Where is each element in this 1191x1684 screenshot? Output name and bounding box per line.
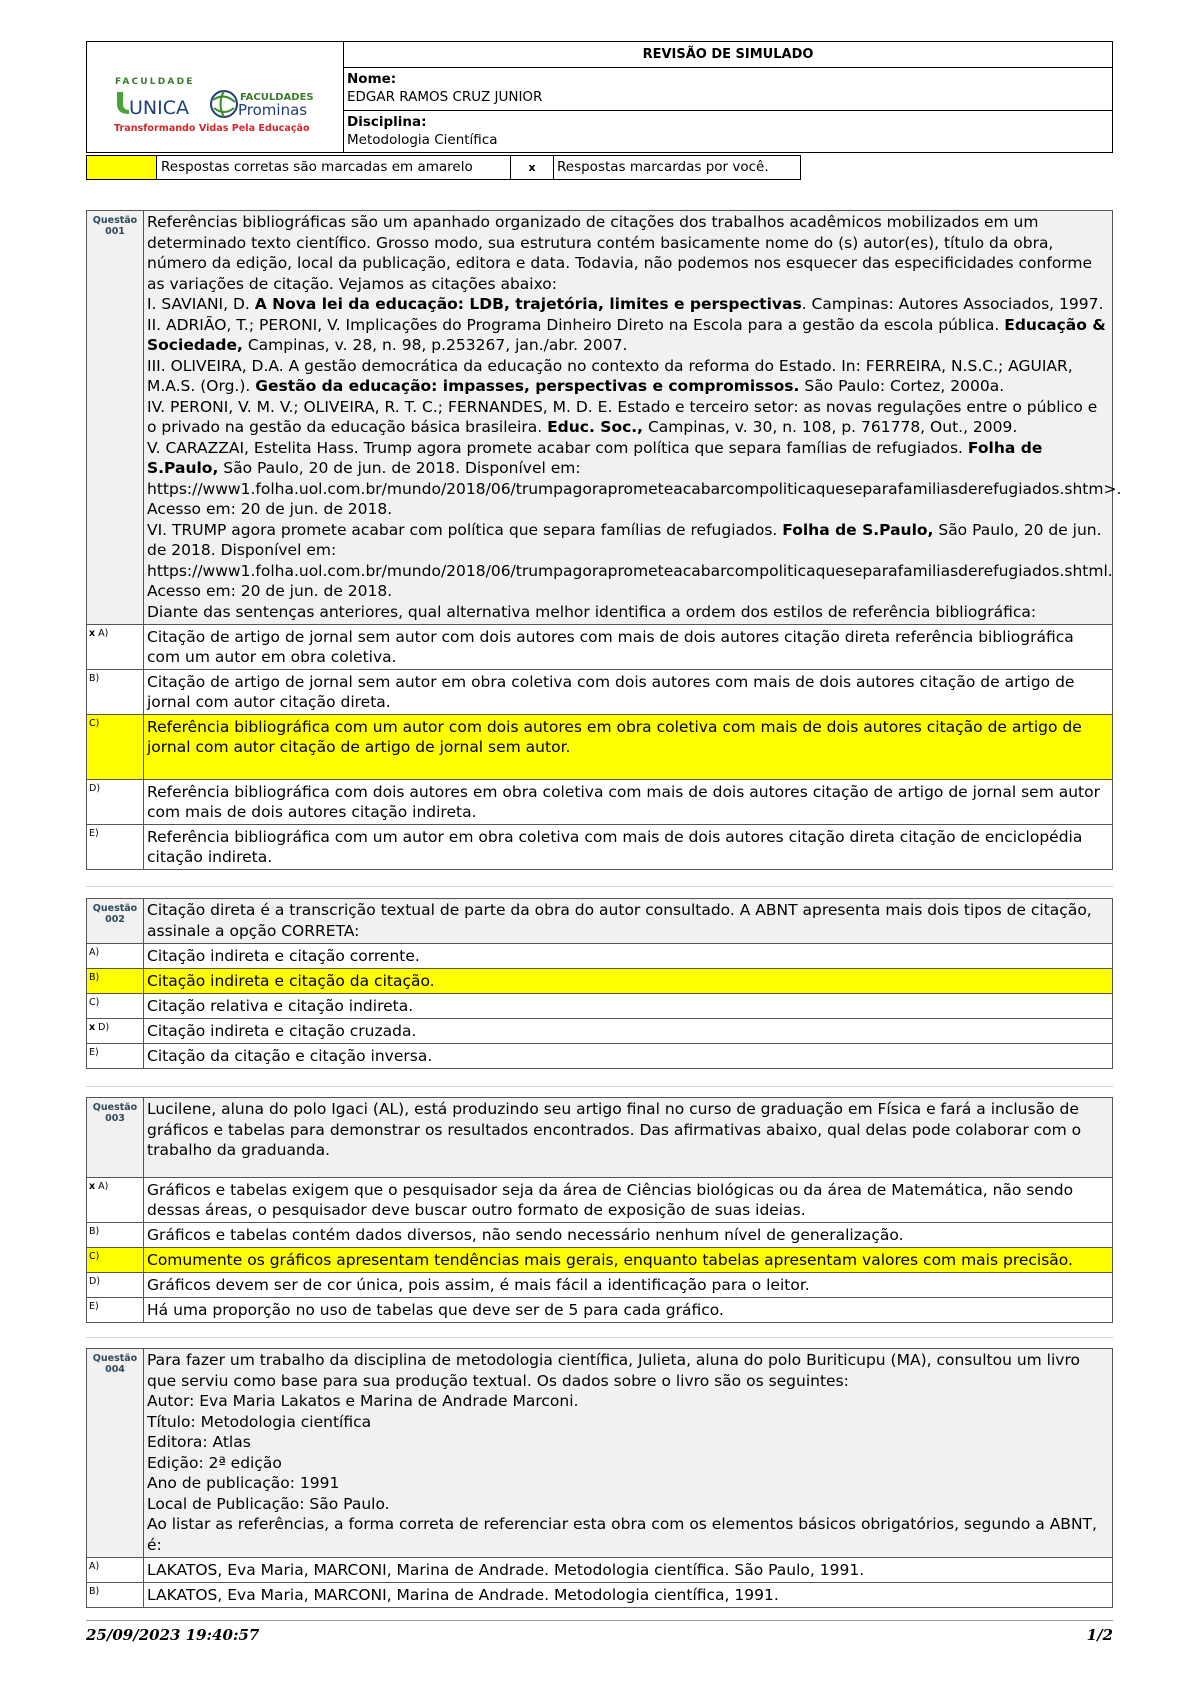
option-text: Citação indireta e citação da citação. (144, 969, 1113, 994)
option-c-correct[interactable]: C) Comumente os gráficos apresentam tendências mais gerais, enquanto tabelas apresentam valores com mais precisão. (87, 1248, 1113, 1273)
question-stem: Citação direta é a transcrição textual de parte da obra do autor consultado. A ABNT apresenta mais dois tipos de citação, assinale a opção CORRETA: (144, 899, 1113, 944)
legend-correct-text: Respostas corretas são marcadas em amarelo (156, 155, 511, 180)
question-002 (86, 898, 1113, 1069)
option-e[interactable]: E) Citação da citação e citação inversa. (87, 1044, 1113, 1069)
nome-label: Nome: (347, 71, 397, 87)
option-text: Gráficos devem ser de cor única, pois assim, é mais fácil a identificação para o leitor. (144, 1273, 1113, 1298)
option-a[interactable]: x A) Citação de artigo de jornal sem autor com dois autores com mais de dois autores citação direta referência bibliográfica com um autor em obra coletiva. (87, 625, 1113, 670)
option-text: Referência bibliográfica com um autor em obra coletiva com mais de dois autores citação direta citação de enciclopédia citação indireta. (144, 825, 1113, 870)
disciplina-label: Disciplina: (347, 114, 427, 130)
question-number-cell: Questão 001 (87, 211, 144, 625)
institution-logo (87, 42, 343, 152)
option-b-correct[interactable]: B) Citação indireta e citação da citação. (87, 969, 1113, 994)
question-number-cell: Questão 003 (87, 1098, 144, 1178)
option-text: Referência bibliográfica com um autor com dois autores em obra coletiva com mais de dois autores citação de artigo de jornal com autor citação de artigo de jornal sem autor. (144, 715, 1113, 780)
disciplina-row (344, 111, 1112, 153)
option-text: Citação indireta e citação cruzada. (144, 1019, 1113, 1044)
question-divider (86, 1337, 1113, 1338)
option-a[interactable]: x A) Gráficos e tabelas exigem que o pesquisador seja da área de Ciências biológicas ou da área de Matemática, não sendo dessas áreas, o pesquisador deve buscar outro formato de exposição de suas ideias. (87, 1178, 1113, 1223)
question-divider (86, 886, 1113, 887)
option-text: Há uma proporção no uso de tabelas que deve ser de 5 para cada gráfico. (144, 1298, 1113, 1323)
legend-yours-text: Respostas marcardas por você. (553, 155, 801, 180)
exam-header (86, 41, 1113, 153)
question-number-cell: Questão 004 (87, 1349, 144, 1558)
option-d[interactable]: D) Referência bibliográfica com dois autores em obra coletiva com mais de dois autores citação de artigo de jornal sem autor com mais de dois autores citação indireta. (87, 780, 1113, 825)
logo-unica-text: UNICA (129, 97, 189, 119)
option-text: Citação de artigo de jornal sem autor com dois autores com mais de dois autores citação direta referência bibliográfica com um autor em obra coletiva. (144, 625, 1113, 670)
option-a[interactable]: A) LAKATOS, Eva Maria, MARCONI, Marina de Andrade. Metodologia científica. São Paulo, 1991. (87, 1558, 1113, 1583)
page-title: REVISÃO DE SIMULADO (642, 47, 814, 62)
option-text: Citação da citação e citação inversa. (144, 1044, 1113, 1069)
option-b[interactable]: B) Citação de artigo de jornal sem autor em obra coletiva com dois autores com mais de dois autores citação de artigo de jornal com autor citação direta. (87, 670, 1113, 715)
footer-page-number: 1/2 (1086, 1626, 1113, 1644)
option-d[interactable]: x D) Citação indireta e citação cruzada. (87, 1019, 1113, 1044)
correct-color-swatch (86, 155, 157, 180)
logo-faculdades-text: FACULDADES (240, 92, 314, 103)
header-title-row (344, 42, 1112, 68)
footer-datetime: 25/09/2023 19:40:57 (86, 1626, 260, 1644)
option-a[interactable]: A) Citação indireta e citação corrente. (87, 944, 1113, 969)
option-e[interactable]: E) Há uma proporção no uso de tabelas que deve ser de 5 para cada gráfico. (87, 1298, 1113, 1323)
logo-area (87, 42, 344, 152)
question-number-cell: Questão 002 (87, 899, 144, 944)
option-b[interactable]: B) LAKATOS, Eva Maria, MARCONI, Marina de Andrade. Metodologia científica, 1991. (87, 1583, 1113, 1608)
option-c[interactable]: C) Citação relativa e citação indireta. (87, 994, 1113, 1019)
globe-icon (211, 91, 237, 117)
option-text: Gráficos e tabelas contém dados diversos, não sendo necessário nenhum nível de generalização. (144, 1223, 1113, 1248)
option-text: Citação de artigo de jornal sem autor em obra coletiva com dois autores com mais de dois autores citação de artigo de jornal com autor citação direta. (144, 670, 1113, 715)
question-divider (86, 1086, 1113, 1087)
question-001 (86, 210, 1122, 870)
nome-value: EDGAR RAMOS CRUZ JUNIOR (347, 89, 543, 105)
option-b[interactable]: B) Gráficos e tabelas contém dados diversos, não sendo necessário nenhum nível de generalização. (87, 1223, 1113, 1248)
logo-prominas-text: Prominas (238, 101, 308, 119)
option-text: Comumente os gráficos apresentam tendências mais gerais, enquanto tabelas apresentam valores com mais precisão. (144, 1248, 1113, 1273)
question-stem: Para fazer um trabalho da disciplina de metodologia científica, Julieta, aluna do polo Buriticupu (MA), consultou um livro que serviu como base para sua produção textual. Os dados sobre o livro são os seguintes: Autor: Eva Maria Lakatos e Marina de Andrade Marconi. Título: Metodologia científica Editora: Atlas Edição: 2ª edição Ano de publicação: 1991 Local de Publicação: São Paulo. Ao listar as referências, a forma correta de referenciar esta obra com os elementos básicos obrigatórios, segundo a ABNT, é: (144, 1349, 1113, 1558)
option-text: Referência bibliográfica com dois autores em obra coletiva com mais de dois autores citação de artigo de jornal sem autor com mais de dois autores citação indireta. (144, 780, 1113, 825)
option-d[interactable]: D) Gráficos devem ser de cor única, pois assim, é mais fácil a identificação para o leitor. (87, 1273, 1113, 1298)
logo-slogan: Transformando Vidas Pela Educação (114, 123, 310, 134)
disciplina-value: Metodologia Científica (347, 132, 498, 148)
option-c-correct[interactable]: C) Referência bibliográfica com um autor com dois autores em obra coletiva com mais de dois autores citação de artigo de jornal com autor citação de artigo de jornal sem autor. (87, 715, 1113, 780)
option-e[interactable]: E) Referência bibliográfica com um autor em obra coletiva com mais de dois autores citação direta citação de enciclopédia citação indireta. (87, 825, 1113, 870)
option-text: Citação indireta e citação corrente. (144, 944, 1113, 969)
logo-u-mark (117, 92, 129, 114)
question-004 (86, 1348, 1113, 1608)
nome-row (344, 68, 1112, 111)
option-text: LAKATOS, Eva Maria, MARCONI, Marina de Andrade. Metodologia científica, 1991. (144, 1583, 1113, 1608)
footer-divider (86, 1620, 1113, 1621)
question-003 (86, 1097, 1113, 1323)
legend-mark: x (510, 155, 554, 180)
option-text: Gráficos e tabelas exigem que o pesquisador seja da área de Ciências biológicas ou da área de Matemática, não sendo dessas áreas, o pesquisador deve buscar outro formato de exposição de suas ideias. (144, 1178, 1113, 1223)
question-stem: Referências bibliográficas são um apanhado organizado de citações dos trabalhos acadêmicos mobilizados em um determinado texto científico. Grosso modo, sua estrutura contém basicamente nome do (s) autor(es), título da obra, número da edição, local da publicação, editora e data. Todavia, não podemos nos esquecer das especificidades conforme as variações de citação. Vejamos as citações abaixo: I. SAVIANI, D. A Nova lei da educação: LDB, trajetória, limites e perspectivas. Campinas: Autores Associados, 1997. II. ADRIÃO, T.; PERONI, V. Implicações do Programa Dinheiro Direto na Escola para a gestão da escola pública. Educação & Sociedade, Campinas, v. 28, n. 98, p.253267, jan./abr. 2007. III. OLIVEIRA, D.A. A gestão democrática da educação no contexto da reforma do Estado. In: FERREIRA, N.S.C.; AGUIAR, M.A.S. (Org.). Gestão da educação: impasses, perspectivas e compromissos. São Paulo: Cortez, 2000a. IV. PERONI, V. M. V.; OLIVEIRA, R. T. C.; FERNANDES, M. D. E. Estado e terceiro setor: as novas regulações entre o público e o privado na gestão da educação básica brasileira. Educ. Soc., Campinas, v. 30, n. 108, p. 761778, Out., 2009. V. CARAZZAI, Estelita Hass. Trump agora promete acabar com política que separa famílias de refugiados. Folha de S.Paulo, São Paulo, 20 de jun. de 2018. Disponível em: https://www1.folha.uol.com.br/mundo/2018/06/trumpagoraprometeacabarcompoliticaqueseparafamiliasderefugiados.shtm>. Acesso em: 20 de jun. de 2018. VI. TRUMP agora promete acabar com política que separa famílias de refugiados. Folha de S.Paulo, São Paulo, 20 de jun. de 2018. Disponível em: https://www1.folha.uol.com.br/mundo/2018/06/trumpagoraprometeacabarcompoliticaqueseparafamiliasderefugiados.shtml. Acesso em: 20 de jun. de 2018. Diante das sentenças anteriores, qual alternativa melhor identifica a ordem dos estilos de referência bibliográfica: (144, 211, 1113, 625)
logo-faculdade-text: FACULDADE (115, 77, 195, 87)
question-stem: Lucilene, aluna do polo Igaci (AL), está produzindo seu artigo final no curso de graduação em Física e fará a inclusão de gráficos e tabelas para demonstrar os resultados encontrados. Das afirmativas abaixo, qual delas pode colaborar com o trabalho da graduanda. (144, 1098, 1113, 1178)
option-text: Citação relativa e citação indireta. (144, 994, 1113, 1019)
option-text: LAKATOS, Eva Maria, MARCONI, Marina de Andrade. Metodologia científica. São Paulo, 1991. (144, 1558, 1113, 1583)
